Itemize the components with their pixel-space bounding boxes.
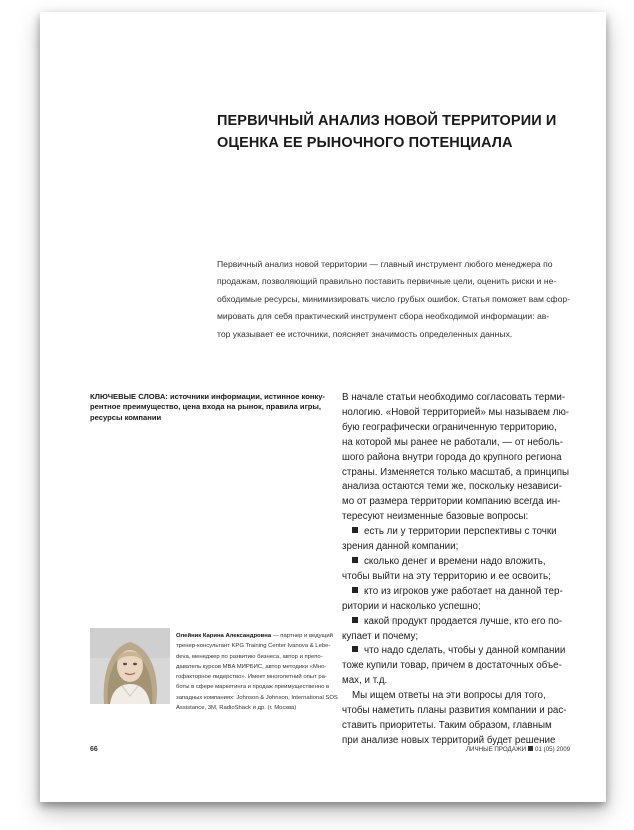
body-line-text: анализа остаются теми же, поскольку независи- — [342, 481, 562, 493]
bullet-line — [342, 585, 602, 600]
journal-footer — [466, 746, 570, 753]
bullet-line — [342, 644, 602, 659]
square-bullet-icon — [352, 527, 358, 533]
title-line: ОЦЕНКА ЕЕ РЫНОЧНОГО ПОТЕНЦИАЛА — [217, 135, 513, 151]
body-line-text: что надо сделать, чтобы у данной компании — [364, 645, 566, 657]
article-body — [342, 391, 602, 749]
author-bio-line: даватель курсов MBA МИРБИС, автор методики «Мно- — [176, 663, 327, 670]
journal-issue: 01 (05) 2009 — [535, 746, 571, 753]
bullet-line — [342, 525, 602, 540]
body-line-text: Мы ищем ответы на эти вопросы для того, — [352, 690, 546, 702]
body-line — [342, 704, 602, 719]
body-line — [342, 421, 602, 436]
body-line-text: сколько денег и времени надо вложить, — [364, 555, 546, 567]
bullet-line — [342, 615, 602, 630]
body-line — [342, 466, 602, 481]
author-portrait-icon — [90, 628, 170, 704]
lead-line: мировать для себя практический инструмент сбора необходимой информации: ав- — [217, 311, 550, 322]
body-line-text: тоже купили товар, причем в достаточных объе- — [342, 660, 562, 672]
body-line-text: В начале статьи необходимо согласовать терми- — [342, 392, 566, 403]
body-line — [342, 540, 602, 555]
journal-name: ЛИЧНЫЕ ПРОДАЖИ — [466, 746, 527, 753]
author-bio-line: западных компаниях: Johnson & Johnson, International SOS — [176, 694, 338, 701]
body-line — [342, 510, 602, 525]
body-line — [342, 674, 602, 689]
square-bullet-icon — [352, 557, 358, 563]
body-line — [342, 406, 602, 421]
body-line — [342, 480, 602, 495]
body-line-text: чтобы наметить планы развития компании и рас- — [342, 705, 567, 717]
lead-line: продажам, позволяющий правильно поставить первичные цели, оценить риски и не- — [217, 276, 557, 287]
body-line — [342, 436, 602, 451]
body-line-text: ставить приоритеты. Таким образом, главным — [342, 719, 552, 731]
body-line-text: при анализе новых территорий будет решение — [342, 734, 556, 746]
body-line-text: зрения данной компании; — [342, 541, 459, 553]
square-bullet-icon — [352, 617, 358, 623]
lead-line: Первичный анализ новой территории — главный инструмент любого менеджера по — [217, 259, 553, 269]
body-line-text: бую географически ограниченную территорию, — [342, 421, 557, 433]
square-bullet-icon — [352, 646, 358, 652]
body-line-text: ритории и насколько успешно; — [342, 600, 481, 612]
title-line: ПЕРВИЧНЫЙ АНАЛИЗ НОВОЙ ТЕРРИТОРИИ И — [217, 113, 557, 129]
author-photo — [90, 628, 170, 704]
author-bio-line: deva, менеджер по развитию бизнеса, автор и препо- — [176, 653, 323, 660]
body-line-text: какой продукт продается лучше, кто его по- — [364, 615, 563, 627]
lead-line: тор указывает ее источники, поясняет значимость определенных данных. — [217, 328, 513, 339]
body-line — [342, 451, 602, 466]
keywords — [90, 392, 330, 423]
square-bullet-icon — [528, 746, 533, 751]
square-bullet-icon — [352, 587, 358, 593]
body-line-text: кто из игроков уже работает на данной тер- — [364, 585, 563, 597]
body-line-text: мах, и т.д. — [342, 675, 388, 687]
body-line-text: нологию. «Новой территорией» мы называем лю- — [342, 406, 570, 418]
body-line-text: купает и почему; — [342, 630, 419, 642]
author-bio-line: гофакторное лидерство». Имеет многолетний опыт ра- — [176, 674, 327, 681]
body-line-text: есть ли у территории перспективы с точки — [364, 526, 557, 538]
author-bio — [176, 631, 346, 713]
author-bio-line — [176, 631, 346, 641]
article-title — [217, 110, 577, 154]
body-line — [342, 719, 602, 734]
lead-line: обходимые ресурсы, минимизировать число грубых ошибок. Статья поможет вам сфор- — [217, 293, 571, 304]
author-bio-line: тренер-консультант KPG Training Center Ivanova & Lebe- — [176, 643, 331, 650]
author-bio-line: Assistance, 3M, RadioShack и др. (г. Москва) — [176, 705, 297, 712]
article-lead — [217, 256, 581, 343]
body-line-text: чтобы выйти на эту территорию и ее освоить; — [342, 570, 551, 582]
body-line — [342, 570, 602, 585]
body-line-text: тересуют неизменные базовые вопросы: — [342, 511, 529, 523]
keywords-line: ресурсы компании — [90, 412, 162, 422]
body-line-text: шого района внутри города до крупного региона — [342, 451, 562, 463]
author-bio-line: боты в сфере маркетинга и продаж преимущественно в — [176, 684, 330, 691]
body-line — [342, 600, 602, 615]
author-name: Олейник Карина Александровна — [176, 633, 272, 639]
body-line — [342, 630, 602, 645]
body-line — [342, 391, 602, 406]
keywords-line: рентное преимущество, цена входа на рынок, правила игры, — [90, 402, 321, 412]
keywords-line: КЛЮЧЕВЫЕ СЛОВА: источники информации, истинное конку- — [90, 392, 325, 401]
author-bio-text: — партнер и ведущий — [271, 633, 333, 639]
body-line — [342, 689, 602, 704]
magazine-page — [40, 12, 606, 802]
body-line-text: страны. Изменяется только масштаб, а принципы — [342, 466, 570, 478]
body-line-text: на которой мы ранее не работали, — от неболь- — [342, 436, 563, 448]
body-line — [342, 495, 602, 510]
body-line — [342, 659, 602, 674]
page-number: 66 — [90, 746, 98, 753]
bullet-line — [342, 555, 602, 570]
body-line-text: мо от размера территории компанию всегда ин- — [342, 496, 561, 508]
